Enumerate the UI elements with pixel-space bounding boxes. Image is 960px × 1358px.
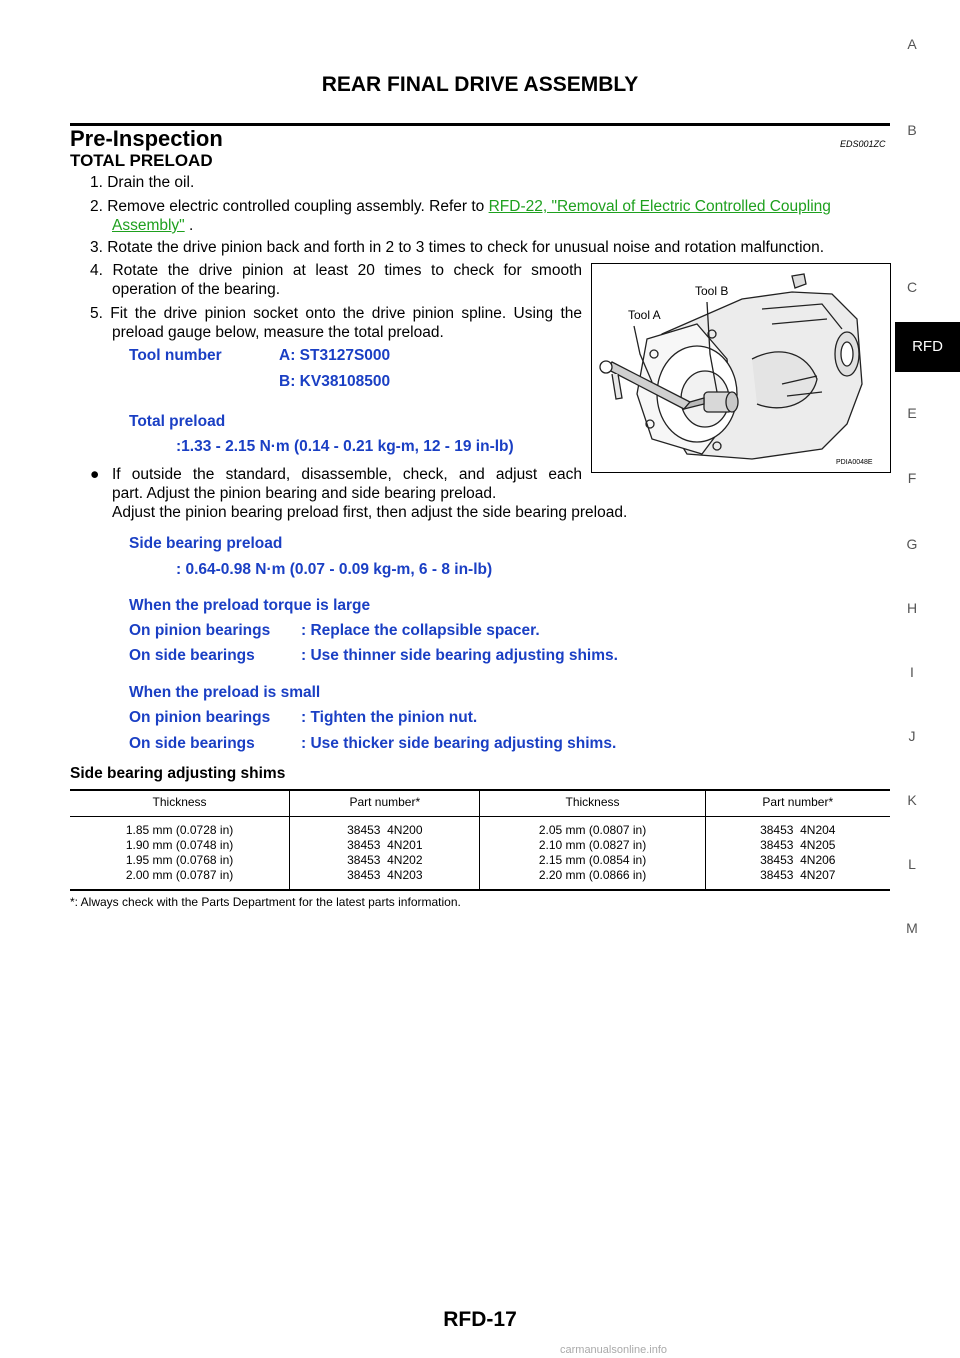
index-tab-h[interactable]: H [906,600,918,616]
cell-value: 2.05 mm (0.0807 in) [538,823,647,837]
index-tab-c[interactable]: C [906,279,918,295]
figure-tool-a-label: Tool A [628,308,661,322]
small-side-value: : Use thicker side bearing adjusting shims. [301,735,617,752]
index-tab-b[interactable]: B [907,122,917,138]
total-preload-value: :1.33 - 2.15 N·m (0.14 - 0.21 kg-m, 12 - 19 in-lb) [176,438,514,455]
page-title: REAR FINAL DRIVE ASSEMBLY [321,73,639,96]
index-tab-rfd[interactable]: RFD [895,322,960,372]
large-side-label: On side bearings [129,647,255,664]
step-2-end: . [184,217,194,234]
cell-value: 38453 4N206 [760,853,836,867]
step-2 [90,197,831,216]
index-tab-l[interactable]: L [908,856,916,872]
cell-value: 38453 4N204 [760,823,836,837]
figure-code: PDIA0048E [836,459,873,466]
cell-value: 38453 4N201 [347,838,423,852]
cell-value: 38453 4N205 [760,838,836,852]
bullet-line-1: If outside the standard, disassemble, check, and adjust each [112,466,582,483]
header-thickness: Thickness [70,790,290,817]
header-part-number: Part number* [290,790,480,817]
index-tab-e[interactable]: E [907,405,917,421]
index-tab-g[interactable]: G [906,536,918,552]
tool-number-label: Tool number [129,347,222,364]
final-drive-drawing [592,264,890,472]
small-heading: When the preload is small [129,684,321,701]
step-5: 5. Fit the drive pinion socket onto the drive pinion spline. Using the [90,305,582,322]
large-pinion-label: On pinion bearings [129,622,271,639]
step-5-cont: preload gauge below, measure the total preload. [112,324,444,341]
table-header-row [70,790,890,817]
thickness-cell [480,817,705,891]
step-2-link[interactable]: RFD-22, "Removal of Electric Controlled Coupling [488,198,831,215]
index-tab-m[interactable]: M [906,920,918,936]
cell-value: 1.85 mm (0.0728 in) [125,823,234,837]
bullet-line-2: part. Adjust the pinion bearing and side bearing preload. [112,485,497,502]
large-heading: When the preload torque is large [129,597,371,614]
cell-value: 38453 4N202 [347,853,423,867]
step-4-cont: operation of the bearing. [112,281,281,298]
side-preload-value: : 0.64-0.98 N·m (0.07 - 0.09 kg-m, 6 - 8 in-lb) [176,561,493,578]
cell-value: 1.95 mm (0.0768 in) [125,853,234,867]
table-row [70,817,890,891]
small-pinion-label: On pinion bearings [129,709,271,726]
cell-value: 38453 4N203 [347,868,423,882]
index-tab-a[interactable]: A [907,36,917,52]
tool-b: B: KV38108500 [279,373,391,390]
subsection-title: TOTAL PRELOAD [70,151,213,170]
step-2-text: 2. Remove electric controlled coupling assembly. Refer to [90,198,489,215]
bullet-icon: ● [90,466,100,483]
thickness-cell [70,817,290,891]
step-2-link-cont[interactable]: Assembly" [112,217,185,234]
section-code: EDS001ZC [840,139,886,149]
cell-value: 38453 4N207 [760,868,836,882]
cell-value: 1.90 mm (0.0748 in) [125,838,234,852]
watermark: carmanualsonline.info [560,1344,668,1356]
section-title: Pre-Inspection [70,126,223,151]
step-4: 4. Rotate the drive pinion at least 20 times to check for smooth [90,262,582,279]
shims-note: *: Always check with the Parts Department for the latest parts information. [70,895,461,909]
bullet-line-3: Adjust the pinion bearing preload first, then adjust the side bearing preload. [112,504,628,521]
cell-value: 38453 4N200 [347,823,423,837]
side-preload-label: Side bearing preload [129,535,283,552]
total-preload-label: Total preload [129,413,226,430]
shims-table [70,789,890,891]
cell-value: 2.00 mm (0.0787 in) [125,868,234,882]
final-drive-illustration [591,263,891,473]
index-tab-j[interactable]: J [908,728,916,744]
index-tab-k[interactable]: K [907,792,917,808]
large-pinion-value: : Replace the collapsible spacer. [301,622,540,639]
part-number-cell [290,817,480,891]
shims-heading: Side bearing adjusting shims [70,765,286,782]
large-side-value: : Use thinner side bearing adjusting shims. [301,647,618,664]
figure-tool-b-label: Tool B [695,284,729,298]
step-2-cont [112,216,193,235]
small-side-label: On side bearings [129,735,255,752]
cell-value: 2.10 mm (0.0827 in) [538,838,647,852]
part-number-cell [705,817,890,891]
cell-value: 2.20 mm (0.0866 in) [538,868,647,882]
page-number: RFD-17 [443,1308,517,1331]
index-tab-i[interactable]: I [910,664,914,680]
index-tab-f[interactable]: F [907,470,917,486]
step-3: 3. Rotate the drive pinion back and forth in 2 to 3 times to check for unusual noise and rotation malfunction. [90,239,825,256]
header-part-number: Part number* [705,790,890,817]
cell-value: 2.15 mm (0.0854 in) [538,853,647,867]
small-pinion-value: : Tighten the pinion nut. [301,709,478,726]
header-thickness: Thickness [480,790,705,817]
tool-a: A: ST3127S000 [279,347,391,364]
step-1: 1. Drain the oil. [90,174,195,191]
